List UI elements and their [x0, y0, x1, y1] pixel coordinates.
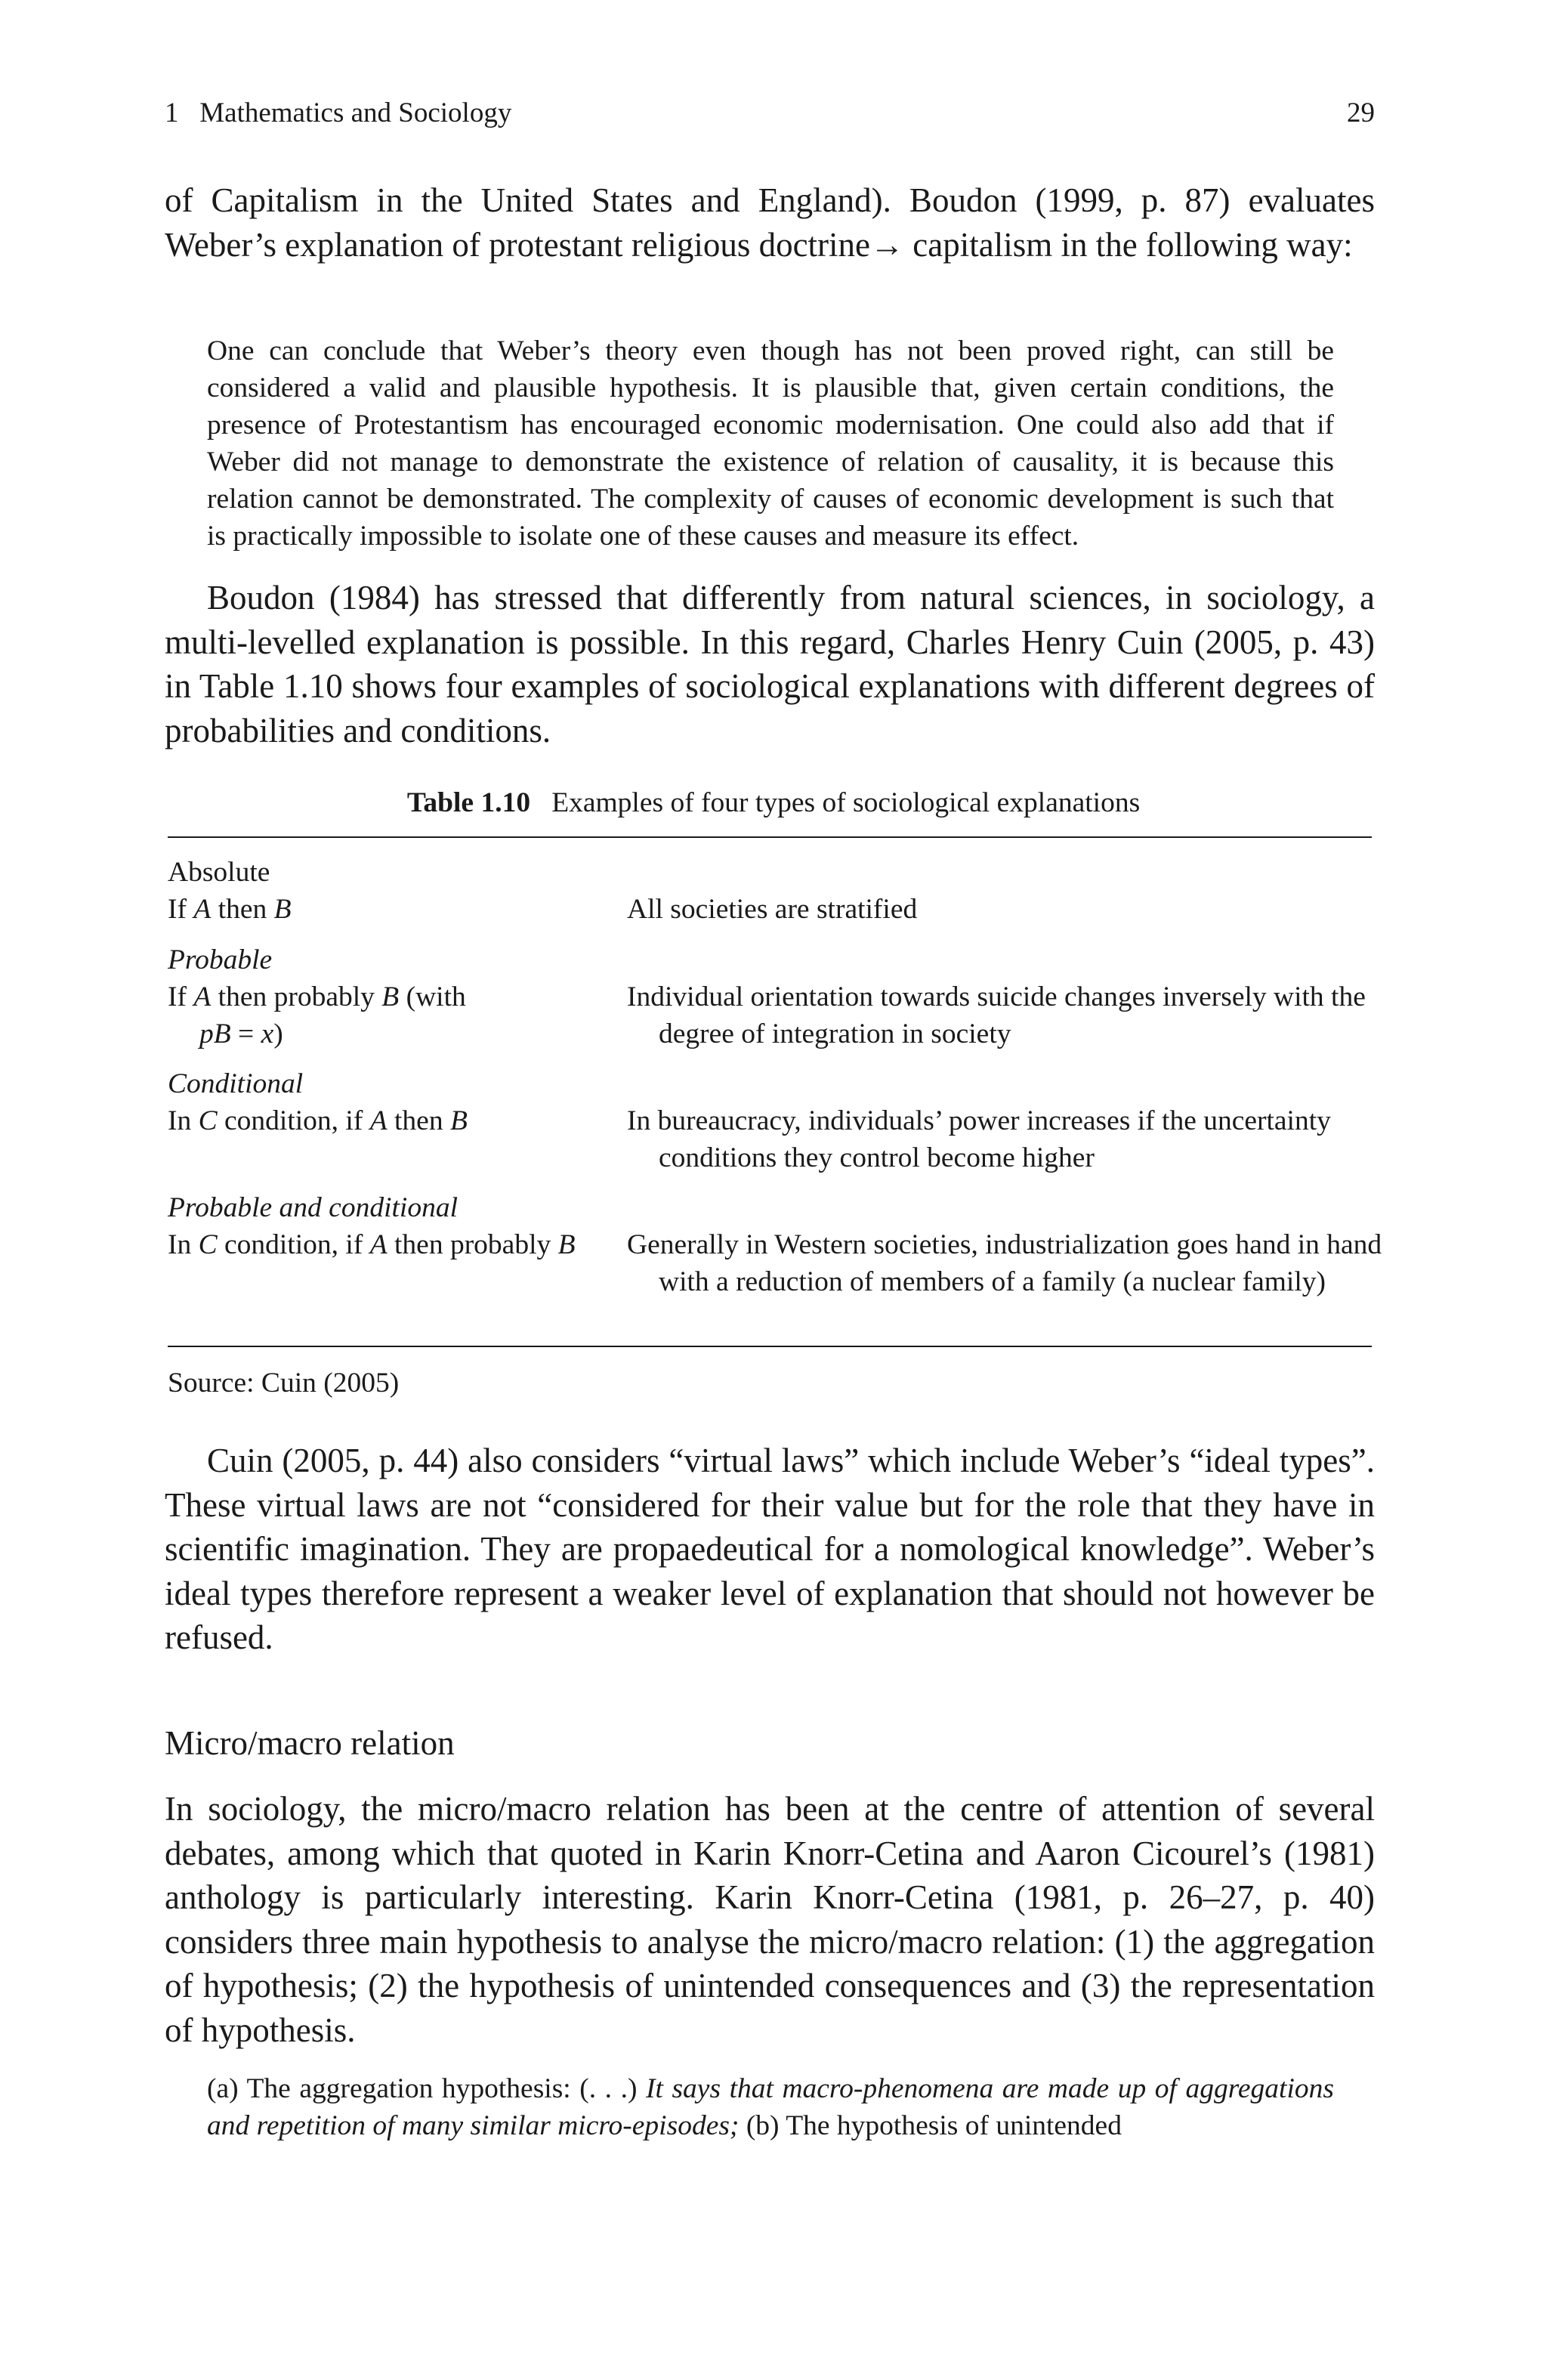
table-bottom-rule — [168, 1346, 1372, 1347]
explanation-formula: If A then B — [168, 894, 292, 925]
explanation-formula: In C condition, if A then probably B — [168, 1229, 576, 1260]
table-source: Source: Cuin (2005) — [168, 1368, 400, 1399]
explanation-formula: In C condition, if A then B — [168, 1105, 468, 1136]
explanation-type: Conditional — [168, 1068, 304, 1099]
paragraph-3: Cuin (2005, p. 44) also considers “virtual laws” which include Weber’s “ideal types”. These virtual laws are not “considered for their value but for the role that they have in scientific imagination. They are propaedeutical for a nomological knowledge”. Weber’s ideal types therefore represent a weaker level of explanation that should not however be refused. — [165, 1442, 1375, 1656]
table-label: Table 1.10 — [406, 787, 531, 818]
table-row — [168, 1065, 591, 1139]
section-heading: Micro/macro relation — [165, 1724, 455, 1762]
explanation-type: Absolute — [168, 857, 270, 888]
explanation-example: All societies are stratified — [627, 894, 918, 925]
block-quote-weber: One can conclude that Weber’s theory even though has not been proved right, can still be considered a valid and plausible hypothesis. It is plausible that, given certain conditions, the presence of Protestantism has encouraged economic modernisation. One could also add that if Weber did not manage to demonstrate the existence of relation of causality, it is because this relation cannot be demonstrated. The complexity of causes of economic development is such that is practically impossible to isolate one of these causes and measure its effect. — [207, 335, 1334, 552]
explanation-example: In bureaucracy, individuals’ power increases if the uncertainty conditions they control become higher — [627, 1105, 1331, 1173]
chapter-title: 1 Mathematics and Sociology — [165, 97, 512, 128]
page-number: 29 — [1347, 97, 1375, 128]
explanation-example: Generally in Western societies, industrialization goes hand in hand with a reduction of members of a family (a nuclear family) — [627, 1229, 1382, 1297]
explanation-example: Individual orientation towards suicide changes inversely with the degree of integration in society — [627, 981, 1366, 1049]
block-quote-hypotheses: (a) The aggregation hypothesis: (. . .) It says that macro-phenomena are made up of aggregations and repetition of many similar micro-episodes; (b) The hypothesis of unintended — [207, 2073, 1334, 2141]
paragraph-1: of Capitalism in the United States and England). Boudon (1999, p. 87) evaluates Weber’s explanation of protestant religious doctrine→ capitalism in the following way: — [165, 181, 1375, 264]
table-row — [168, 1189, 591, 1263]
running-header — [165, 97, 1375, 130]
paragraph-2: Boudon (1984) has stressed that differently from natural sciences, in sociology, a multi-levelled explanation is possible. In this regard, Charles Henry Cuin (2005, p. 43) in Table 1.10 shows four examples of sociological explanations with different degrees of probabilities and conditions. — [165, 579, 1375, 750]
table-row — [168, 941, 591, 1052]
table-caption — [0, 786, 1547, 821]
paragraph-4: In sociology, the micro/macro relation has been at the centre of attention of several debates, among which that quoted in Karin Knorr-Cetina and Aaron Cicourel’s (1981) anthology is particularly interesting. Karin Knorr-Cetina (1981, p. 26–27, p. 40) considers three main hypothesis to analyse the micro/macro relation: (1) the aggregation of hypothesis; (2) the hypothesis of unintended consequences and (3) the representation of hypothesis. — [165, 1790, 1375, 2049]
explanation-formula: If A then probably B (with — [168, 981, 466, 1012]
table-row — [168, 854, 591, 928]
explanation-type: Probable — [168, 944, 273, 975]
table-top-rule — [168, 836, 1372, 838]
table-title: Examples of four types of sociological explanations — [551, 787, 1141, 818]
explanation-formula-cont: pB = x) — [199, 1018, 283, 1049]
explanation-type: Probable and conditional — [168, 1192, 458, 1223]
